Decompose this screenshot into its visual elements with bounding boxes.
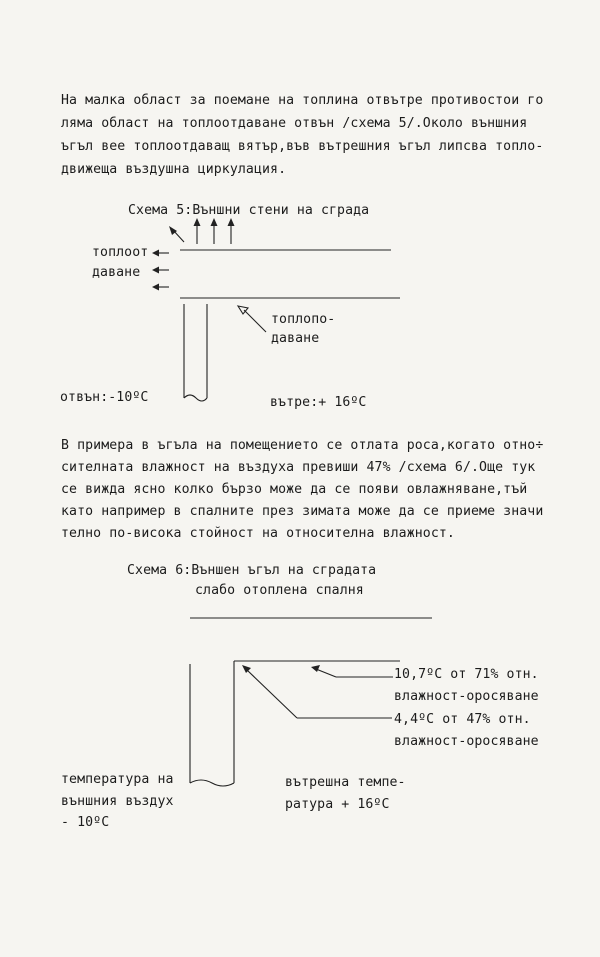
scheme-6-annotation-1-leader [311,665,393,677]
scheme-6-annotation-2-line-2: влажност-оросяване [394,734,539,749]
scheme-6-annotation-1-line-1: 10,7ºC от 71% отн. [394,667,539,682]
scheme-6-drawing [190,618,432,786]
scheme-6-wall-break [190,780,234,786]
scheme-5-corner-arrow [169,226,184,242]
paragraph-1-line: ляма област на топлоотдаване отвън /схема 5/.Около външния [61,116,528,131]
scheme-5-title: Схема 5:Външни стени на сграда [128,203,370,218]
scheme-5-heat-gain-label-2: даване [271,331,320,346]
paragraph-1-line: На малка област за поемане на топлина отвътре противостои го [61,93,544,108]
scheme-5-heat-gain-label-1: топлопо- [271,312,336,327]
scheme-6-title: Схема 6:Външен ъгъл на сградата [127,563,377,578]
scheme-5-left-arrows [152,250,169,291]
scheme-6-outside-label-2: външния въздух [61,794,174,809]
scheme-6-outside-label-3: - 10ºC [61,815,110,830]
scheme-6-inside-label-2: ратура + 16ºC [285,797,390,812]
scheme-6-annotation-2-leader [242,665,392,718]
scheme-6-subtitle: слабо отоплена спалня [195,583,364,598]
scheme-5-wall-break [184,395,207,401]
paragraph-2-line: се вижда ясно колко бързо може да се появи овлажняване,тъй [61,482,528,497]
paragraph-2-line: сителната влажност на въздуха превиши 47% /схема 6/.Още тук [61,460,536,475]
scheme-6-annotation-2-line-1: 4,4ºC от 47% отн. [394,712,531,727]
scheme-6-outside-label-1: температура на [61,772,174,787]
scheme-5-heat-gain-arrow [238,306,266,332]
paragraph-2-line: телно по-висока стойност на относителна влажност. [61,526,455,541]
paragraph-2-line: като например в спалните през зимата може да се приеме значи [61,504,544,519]
scheme-6-annotation-1-line-2: влажност-оросяване [394,689,539,704]
scheme-6-inside-label-1: вътрешна темпе- [285,775,406,790]
scheme-5-heat-loss-label-2: даване [92,265,141,280]
paragraph-2-line: В примера в ъгъла на помещението се отлата роса,когато отно÷ [61,438,544,453]
scheme-5-drawing [152,218,400,401]
scheme-5-outside-temp: отвън:-10ºC [60,390,149,405]
paragraph-1-line: движеща въздушна циркулация. [61,162,287,177]
paragraph-1-line: ъгъл вее топлоотдаващ вятър,във вътрешния ъгъл липсва топло- [61,139,544,154]
scheme-5-inside-temp: вътре:+ 16ºC [270,395,367,410]
scheme-5-up-arrows [194,218,235,244]
scheme-5-heat-loss-label-1: топлоот [92,245,149,260]
